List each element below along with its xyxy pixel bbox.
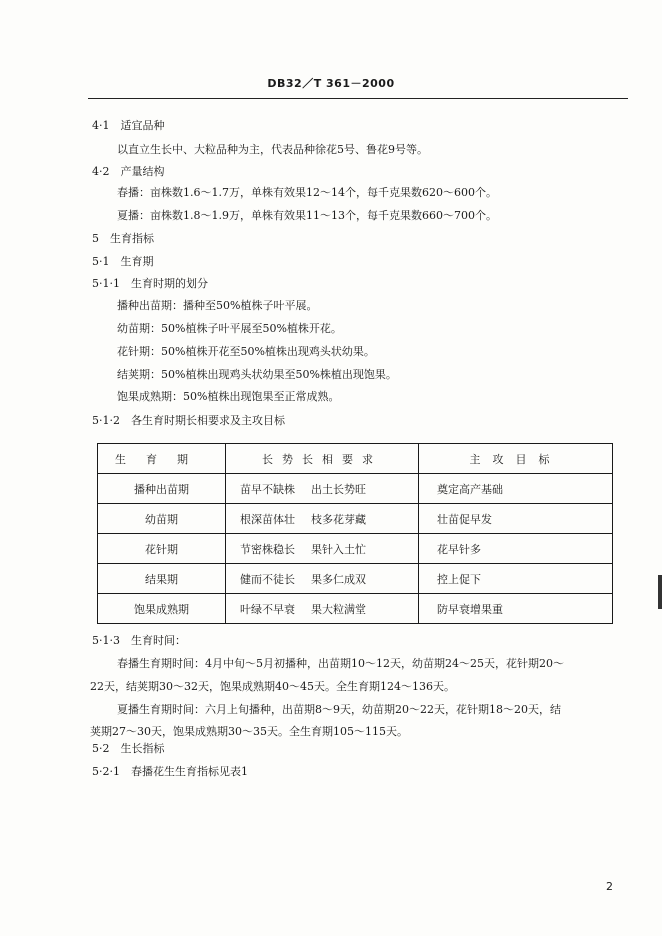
goal-cell: 防早衰增果重 [419, 594, 613, 624]
table-row [98, 534, 613, 564]
table-header-goal: 主攻目标 [419, 444, 613, 474]
requirement-b: 果针入土忙 [311, 542, 366, 556]
requirement-a: 叶绿不早衰 [240, 602, 295, 616]
table-header-requirement: 长势长相要求 [226, 444, 419, 474]
stage-definition-item: 播种出苗期：播种至50%植株子叶平展。 [117, 299, 318, 312]
table-row [98, 504, 613, 534]
table-row [98, 594, 613, 624]
stage-cell: 结果期 [98, 564, 226, 594]
table-row [98, 474, 613, 504]
section-4-2-title: 4·2 产量结构 [92, 165, 165, 178]
section-5-1-title: 5·1 生育期 [92, 255, 154, 268]
table-row [98, 564, 613, 594]
requirement-cell [226, 594, 419, 624]
spring-duration-line-1: 春播生育期时间：4月中旬～5月初播种，出苗期10～12天，幼苗期24～25天，花针期20～ [117, 657, 564, 670]
table-header-row [98, 444, 613, 474]
requirement-b: 枝多花芽藏 [311, 512, 366, 526]
section-4-1-body: 以直立生长中、大粒品种为主，代表品种徐花5号、鲁花9号等。 [117, 143, 428, 156]
stage-definition-item: 饱果成熟期：50%植株出现饱果至正常成熟。 [117, 390, 340, 403]
stage-cell: 播种出苗期 [98, 474, 226, 504]
requirement-a: 健而不徒长 [240, 572, 295, 586]
section-5-title: 5 生育指标 [92, 232, 154, 245]
section-4-2-spring: 春播：亩株数1.6～1.7万，单株有效果12～14个，每千克果数620～600个。 [117, 186, 497, 199]
standard-code-header: DB32／T 361－2000 [267, 77, 395, 90]
growth-stage-table [97, 443, 613, 624]
section-5-2-title: 5·2 生长指标 [92, 742, 165, 755]
summer-duration-line-2: 荚期27～30天，饱果成熟期30～35天。全生育期105～115天。 [90, 725, 408, 738]
stage-cell: 饱果成熟期 [98, 594, 226, 624]
requirement-b: 果多仁成双 [311, 572, 366, 586]
requirement-b: 出土长势旺 [311, 482, 366, 496]
section-4-2-summer: 夏播：亩株数1.8～1.9万，单株有效果11～13个，每千克果数660～700个。 [117, 209, 497, 222]
requirement-cell [226, 474, 419, 504]
stage-cell: 幼苗期 [98, 504, 226, 534]
summer-duration-line-1: 夏播生育期时间：六月上旬播种，出苗期8～9天，幼苗期20～22天，花针期18～20天，结 [117, 703, 561, 716]
section-5-2-1-title: 5·2·1 春播花生生育指标见表1 [92, 765, 248, 778]
requirement-a: 苗早不缺株 [240, 482, 295, 496]
requirement-b: 果大粒满堂 [311, 602, 366, 616]
stage-definition-item: 花针期：50%植株开花至50%植株出现鸡头状幼果。 [117, 345, 375, 358]
goal-cell: 控上促下 [419, 564, 613, 594]
requirement-cell [226, 534, 419, 564]
goal-cell: 壮苗促早发 [419, 504, 613, 534]
goal-cell: 奠定高产基础 [419, 474, 613, 504]
stage-definition-item: 结荚期：50%植株出现鸡头状幼果至50%株植出现饱果。 [117, 368, 397, 381]
scan-edge-mark [658, 575, 662, 609]
requirement-cell [226, 504, 419, 534]
requirement-a: 根深苗体壮 [240, 512, 295, 526]
section-5-1-2-title: 5·1·2 各生育时期长相要求及主攻目标 [92, 414, 285, 427]
table-header-stage: 生育期 [98, 444, 226, 474]
stage-cell: 花针期 [98, 534, 226, 564]
header-rule [88, 98, 628, 99]
page-number: 2 [606, 880, 613, 893]
section-4-1-title: 4·1 适宜品种 [92, 119, 165, 132]
section-5-1-3-title: 5·1·3 生育时间： [92, 634, 186, 647]
requirement-cell [226, 564, 419, 594]
section-5-1-1-title: 5·1·1 生育时期的划分 [92, 277, 208, 290]
goal-cell: 花早针多 [419, 534, 613, 564]
spring-duration-line-2: 22天，结荚期30～32天，饱果成熟期40～45天。全生育期124～136天。 [90, 680, 455, 693]
requirement-a: 节密株稳长 [240, 542, 295, 556]
stage-definition-item: 幼苗期：50%植株子叶平展至50%植株开花。 [117, 322, 342, 335]
